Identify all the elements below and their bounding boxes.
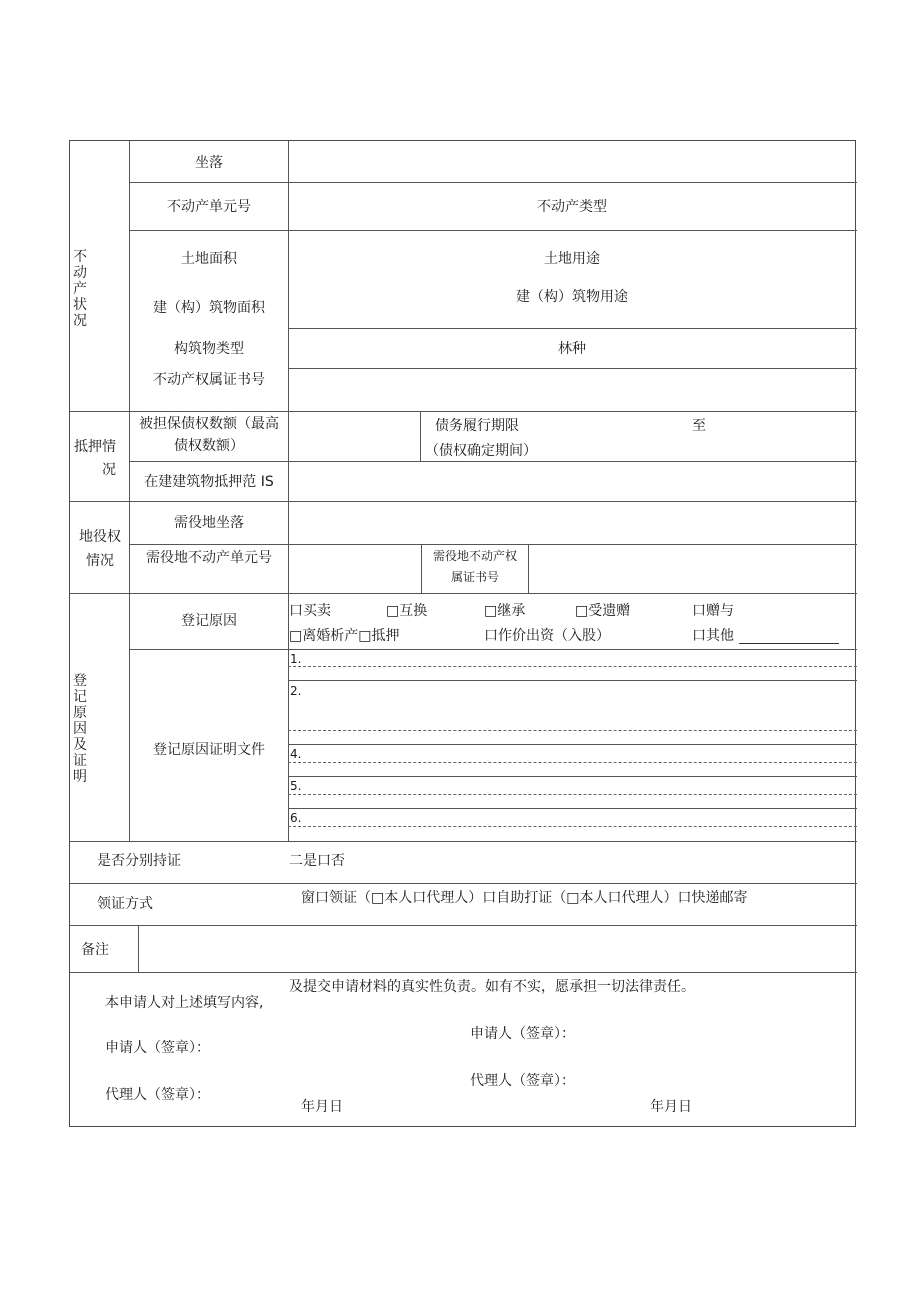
label-mortgage-scope: 在建建筑物抵押范 IS <box>144 474 274 490</box>
option-divorce-mortgage[interactable]: □离婚析产□抵押 <box>289 628 400 644</box>
grid-line <box>129 461 857 462</box>
grid-line <box>288 666 857 667</box>
grid-line <box>288 141 289 841</box>
label-secured-amount: 被担保债权数额（最高 <box>139 416 279 432</box>
section-mortgage-2: 况 <box>102 462 116 478</box>
label-dominant-unit-no: 需役地不动产单元号 <box>146 550 272 566</box>
label-remark: 备注 <box>81 942 109 958</box>
date-right: 年月日 <box>650 1099 692 1115</box>
grid-line <box>129 141 130 841</box>
label-structure-type: 构筑物类型 <box>174 341 244 357</box>
applicant-signature-left[interactable]: 申请人（签章）： <box>105 1040 210 1056</box>
date-left: 年月日 <box>301 1099 343 1115</box>
grid-line <box>288 826 857 827</box>
value-separate-cert[interactable]: 二是口否 <box>289 853 345 869</box>
label-to: 至 <box>692 418 706 434</box>
grid-line <box>421 544 422 593</box>
section-reason-proof: 登记原因及证明 <box>73 673 87 785</box>
label-cert-no: 不动产权属证书号 <box>153 372 265 388</box>
label-separate-cert: 是否分别持证 <box>97 853 181 869</box>
grid-line <box>70 841 857 842</box>
grid-line <box>138 925 139 972</box>
option-gift[interactable]: 口赠与 <box>692 603 734 619</box>
agent-signature-left[interactable]: 代理人（签章）： <box>105 1087 210 1103</box>
grid-line <box>288 680 857 681</box>
label-building-area: 建（构）筑物面积 <box>153 300 265 316</box>
label-debt-term: 债务履行期限 <box>435 418 519 434</box>
label-dominant-cert-2: 属证书号 <box>450 570 500 584</box>
value-collect-method[interactable]: 窗口领证（□本人口代理人）口自助打证（□本人口代理人）口快递邮寄 <box>301 890 748 906</box>
label-land-area: 土地面积 <box>181 251 237 267</box>
section-mortgage: 抵押情 <box>74 439 116 455</box>
label-location: 坐落 <box>195 155 223 171</box>
section-easement-2: 情况 <box>86 553 114 569</box>
grid-line <box>288 776 857 777</box>
option-other[interactable]: 口其他 <box>692 628 734 644</box>
grid-line <box>129 182 857 183</box>
grid-line <box>129 544 857 545</box>
label-land-use: 土地用途 <box>544 251 600 267</box>
label-property-type: 不动产类型 <box>537 199 607 215</box>
label-secured-amount-2: 债权数额） <box>174 438 244 454</box>
label-debt-term-2: （债权确定期间） <box>425 443 537 459</box>
grid-line <box>129 649 857 650</box>
grid-line <box>70 972 857 973</box>
grid-line <box>288 808 857 809</box>
doc-item-5: 5. <box>290 779 302 793</box>
grid-line <box>420 411 421 461</box>
section-easement: 地役权 <box>79 529 121 545</box>
application-form <box>69 140 856 1127</box>
label-building-use: 建（构）筑物用途 <box>516 289 628 305</box>
grid-line <box>288 762 857 763</box>
grid-line <box>288 794 857 795</box>
grid-line <box>288 368 857 369</box>
other-fill-line[interactable] <box>739 643 839 644</box>
applicant-signature-right[interactable]: 申请人（签章）： <box>470 1026 575 1042</box>
option-capital-contribution[interactable]: 口作价出资（入股） <box>484 628 610 644</box>
label-collect-method: 领证方式 <box>97 896 153 912</box>
doc-item-6: 6. <box>290 811 302 825</box>
grid-line <box>288 744 857 745</box>
grid-line <box>528 544 529 593</box>
grid-line <box>129 230 857 231</box>
doc-item-1: 1. <box>290 652 302 666</box>
declaration-line-1a: 本申请人对上述填写内容, <box>105 995 264 1011</box>
doc-item-2: 2. <box>290 684 302 698</box>
doc-item-4: 4. <box>290 747 302 761</box>
label-unit-no: 不动产单元号 <box>167 199 251 215</box>
label-reason: 登记原因 <box>181 613 237 629</box>
option-exchange[interactable]: □互换 <box>386 603 428 619</box>
grid-line <box>288 730 857 731</box>
label-dominant-cert: 需役地不动产权 <box>432 549 518 563</box>
agent-signature-right[interactable]: 代理人（签章）： <box>470 1073 575 1089</box>
grid-line <box>70 593 857 594</box>
option-sale[interactable]: 口买卖 <box>289 603 331 619</box>
grid-line <box>70 925 857 926</box>
label-reason-doc: 登记原因证明文件 <box>153 742 265 758</box>
label-forest-type: 林种 <box>558 341 586 357</box>
grid-line <box>70 501 857 502</box>
grid-line <box>70 411 857 412</box>
grid-line <box>288 328 857 329</box>
grid-line <box>70 883 857 884</box>
declaration-line-1b: 及提交申请材料的真实性负责。如有不实，愿承担一切法律责任。 <box>289 979 695 995</box>
section-property-status: 不动产状况 <box>73 249 87 329</box>
option-bequest[interactable]: □受遗赠 <box>575 603 631 619</box>
label-dominant-location: 需役地坐落 <box>174 515 244 531</box>
option-inheritance[interactable]: □继承 <box>484 603 526 619</box>
